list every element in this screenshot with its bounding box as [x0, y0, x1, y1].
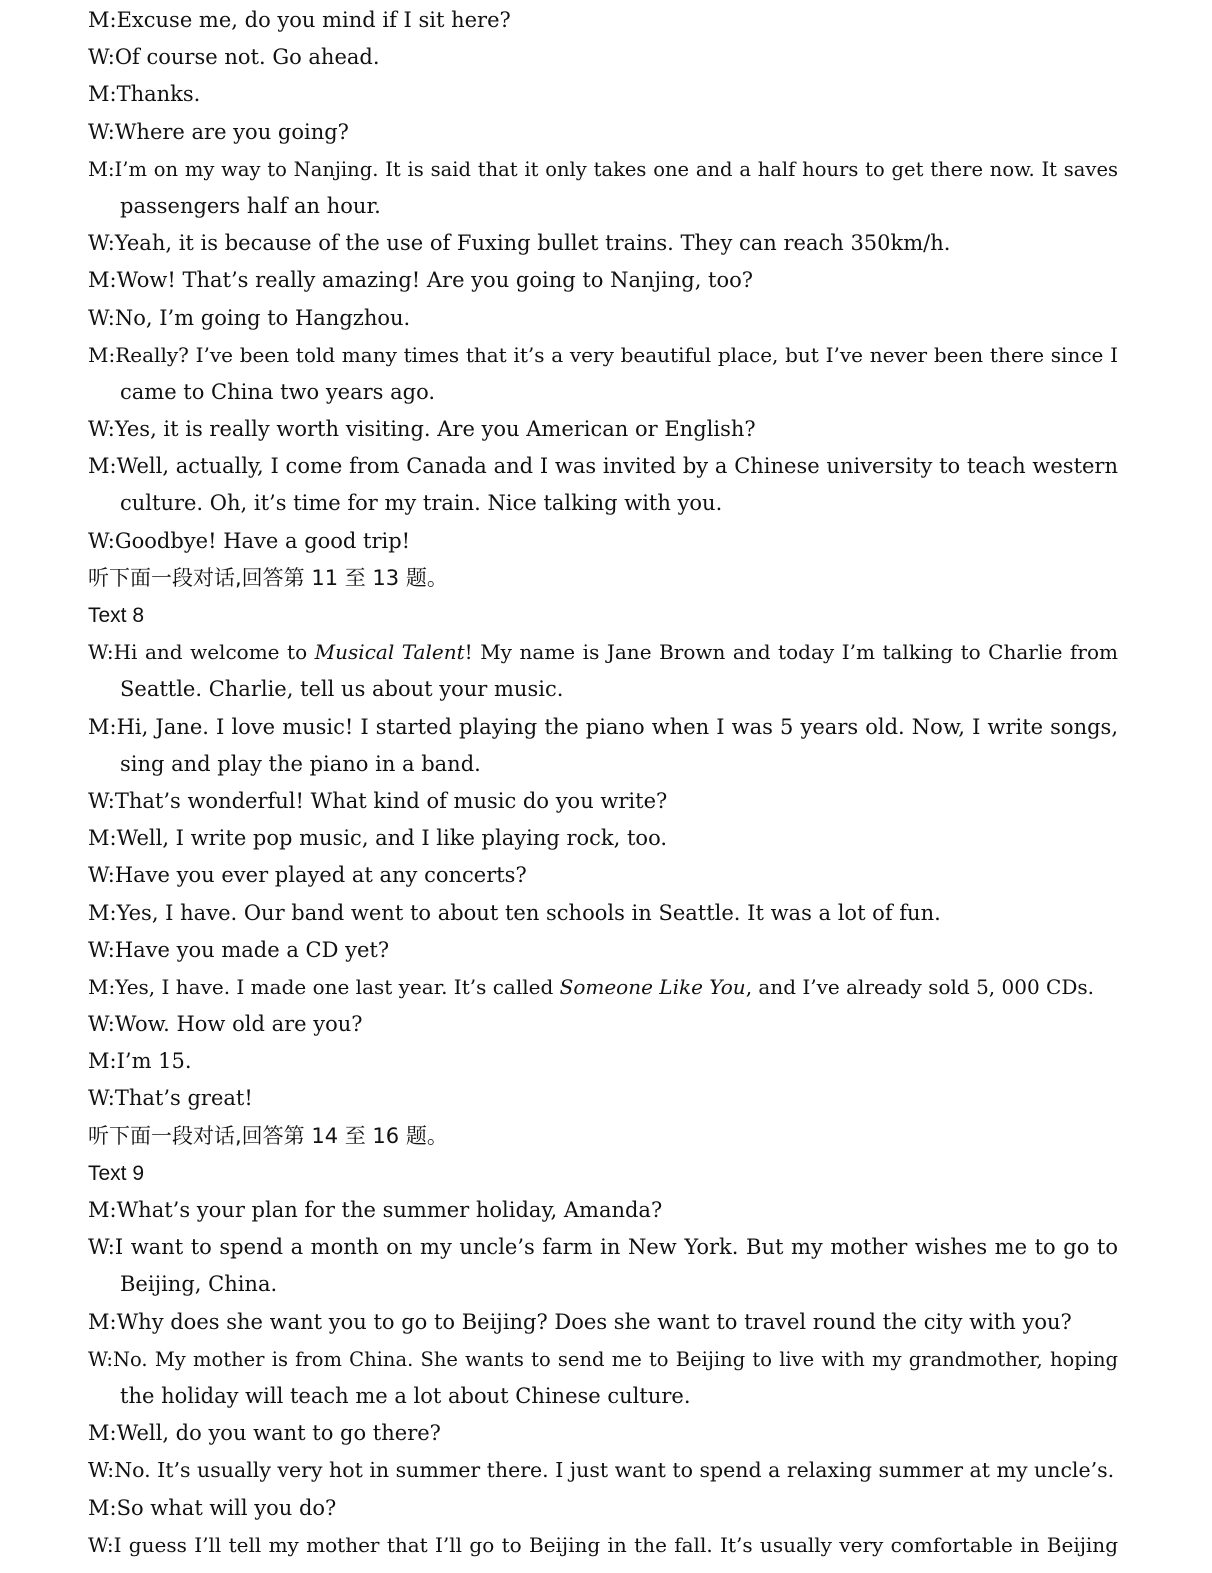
dialogue-text: Thanks.: [116, 82, 201, 107]
dialogue-text: Goodbye! Have a good trip!: [114, 528, 411, 553]
text-label: Text 8: [88, 604, 145, 627]
dialogue-text: Yes, it is really worth visiting. Are you American or English?: [114, 417, 756, 442]
speaker-label: W: [88, 937, 108, 962]
speaker-label: M: [88, 1198, 110, 1222]
speaker-label: M: [88, 1049, 110, 1074]
dialogue-line: W:Of course not. Go ahead.: [88, 45, 380, 70]
dialogue-line: W:I want to spend a month on my uncle’s farm in New York. But my mother wishes me to go to: [88, 1235, 1118, 1260]
dialogue-line: M:Well, actually, I come from Canada and I was invited by a Chinese university to teach western: [88, 454, 1118, 479]
dialogue-line: W:Goodbye! Have a good trip!: [88, 528, 411, 553]
speaker-label: M: [88, 454, 110, 479]
speaker-label: M: [88, 1421, 110, 1446]
speaker-label: M: [88, 1309, 110, 1334]
dialogue-continuation: the holiday will teach me a lot about Chinese culture.: [120, 1383, 691, 1408]
speaker-label: M: [88, 714, 110, 739]
dialogue-text: Really? I’ve been told many times that it’s a very beautiful place, but I’ve never been there since I: [115, 342, 1118, 367]
dialogue-line: M:Excuse me, do you mind if I sit here?: [88, 8, 511, 32]
dialogue-continuation: passengers half an hour.: [120, 193, 381, 218]
dialogue-text: I’m on my way to Nanjing. It is said that it only takes one and a half hours to get there now. It saves: [114, 157, 1118, 181]
speaker-label: M: [88, 1495, 110, 1520]
dialogue-line: M:Yes, I have. I made one last year. It’s called Someone Like You, and I’ve already sold 5, 000 CDs.: [88, 974, 1095, 999]
speaker-label: W: [88, 305, 108, 330]
speaker-label: M: [88, 82, 110, 107]
dialogue-line: W:Wow. How old are you?: [88, 1012, 363, 1037]
speaker-label: W: [88, 1347, 107, 1371]
text-label: Text 9: [88, 1161, 145, 1185]
dialogue-line: M:Well, do you want to go there?: [88, 1421, 441, 1446]
dialogue-line: M:What’s your plan for the summer holiday, Amanda?: [88, 1198, 663, 1222]
speaker-label: W: [88, 1532, 107, 1557]
dialogue-text: Wow! That’s really amazing! Are you going to Nanjing, too?: [116, 268, 754, 293]
speaker-label: W: [88, 1235, 108, 1260]
speaker-label: W: [88, 788, 108, 813]
speaker-label: W: [88, 45, 108, 70]
speaker-label: W: [88, 640, 107, 665]
dialogue-line: M:I’m on my way to Nanjing. It is said that it only takes one and a half hours to get there now. It saves: [88, 157, 1118, 181]
speaker-label: W: [88, 119, 108, 144]
speaker-label: M: [88, 826, 110, 851]
dialogue-continuation: came to China two years ago.: [120, 379, 436, 404]
dialogue-line: M:So what will you do?: [88, 1495, 337, 1520]
dialogue-line: M:Why does she want you to go to Beijing? Does she want to travel round the city with you?: [88, 1309, 1072, 1334]
show-title: Musical Talent: [314, 640, 465, 665]
speaker-label: W: [88, 528, 108, 553]
transcript-content: [88, 2, 1118, 1564]
dialogue-text: Of course not. Go ahead.: [114, 45, 380, 70]
dialogue-line: W:Have you ever played at any concerts?: [88, 863, 527, 888]
dialogue-continuation: sing and play the piano in a band.: [120, 751, 481, 776]
dialogue-line: M:Hi, Jane. I love music! I started playing the piano when I was 5 years old. Now, I write songs,: [88, 714, 1118, 739]
section-instruction: 听下面一段对话,回答第 14 至 16 题。: [88, 1123, 448, 1148]
speaker-label: M: [88, 8, 110, 32]
cd-title: Someone Like You: [559, 974, 746, 999]
dialogue-continuation: Beijing, China.: [120, 1272, 278, 1297]
dialogue-text: Excuse me, do you mind if I sit here?: [116, 8, 511, 32]
dialogue-line: M:I’m 15.: [88, 1049, 192, 1074]
dialogue-line: W:Where are you going?: [88, 119, 349, 144]
dialogue-text: Yeah, it is because of the use of Fuxing bullet trains. They can reach 350km/h.: [114, 231, 951, 256]
dialogue-line: W:No, I’m going to Hangzhou.: [88, 305, 411, 330]
dialogue-line: W:Hi and welcome to Musical Talent! My name is Jane Brown and today I’m talking to Charlie from: [88, 640, 1118, 665]
dialogue-text: No, I’m going to Hangzhou.: [114, 305, 411, 330]
dialogue-line: W:That’s wonderful! What kind of music do you write?: [88, 788, 668, 813]
dialogue-text: Where are you going?: [114, 119, 349, 144]
dialogue-line: M:Well, I write pop music, and I like playing rock, too.: [88, 826, 668, 851]
speaker-label: M: [88, 268, 110, 293]
speaker-label: W: [88, 1012, 108, 1037]
section-instruction: 听下面一段对话,回答第 11 至 13 题。: [88, 565, 448, 590]
dialogue-line: W:No. My mother is from China. She wants to send me to Beijing to live with my grandmother, hoping: [88, 1347, 1118, 1371]
dialogue-line: M:Really? I’ve been told many times that it’s a very beautiful place, but I’ve never been there since I: [88, 342, 1118, 367]
speaker-label: M: [88, 342, 109, 367]
dialogue-line: W:Have you made a CD yet?: [88, 937, 390, 962]
speaker-label: W: [88, 1458, 108, 1483]
speaker-label: M: [88, 900, 110, 925]
dialogue-text: Well, actually, I come from Canada and I was invited by a Chinese university to teach western: [116, 454, 1118, 479]
speaker-label: W: [88, 1086, 108, 1111]
speaker-label: W: [88, 417, 108, 442]
speaker-label: M: [88, 974, 109, 999]
dialogue-line: W:I guess I’ll tell my mother that I’ll go to Beijing in the fall. It’s usually very comfortable in Beijing: [88, 1532, 1118, 1557]
dialogue-line: W:No. It’s usually very hot in summer there. I just want to spend a relaxing summer at my uncle’s.: [88, 1458, 1115, 1483]
dialogue-line: M:Yes, I have. Our band went to about ten schools in Seattle. It was a lot of fun.: [88, 900, 941, 925]
dialogue-line: W:Yeah, it is because of the use of Fuxing bullet trains. They can reach 350km/h.: [88, 231, 951, 256]
dialogue-line: M:Thanks.: [88, 82, 201, 107]
speaker-label: W: [88, 231, 108, 256]
dialogue-continuation: culture. Oh, it’s time for my train. Nice talking with you.: [120, 491, 723, 516]
dialogue-line: M:Wow! That’s really amazing! Are you going to Nanjing, too?: [88, 268, 754, 293]
speaker-label: W: [88, 863, 108, 888]
dialogue-line: W:That’s great!: [88, 1086, 253, 1111]
dialogue-continuation: Seattle. Charlie, tell us about your music.: [120, 677, 564, 702]
speaker-label: M: [88, 157, 108, 181]
dialogue-line: W:Yes, it is really worth visiting. Are you American or English?: [88, 417, 756, 442]
